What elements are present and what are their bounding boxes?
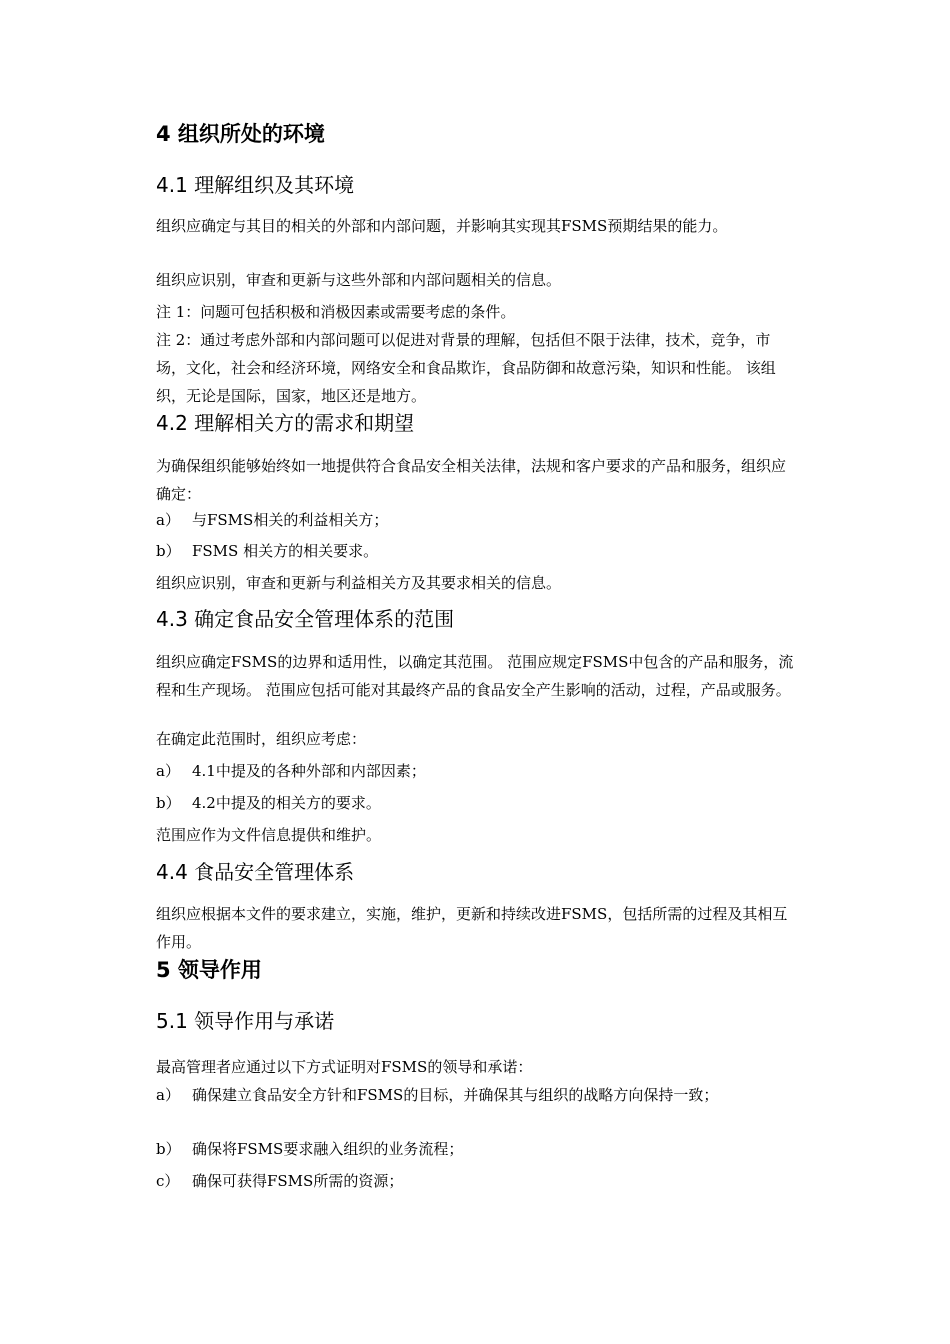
section-5-heading: 5 领导作用 [156, 958, 262, 982]
list-item-text: 4.1中提及的各种外部和内部因素； [192, 762, 426, 780]
list-item-text: 确保建立食品安全方针和FSMS的目标，并确保其与组织的战略方向保持一致； [192, 1086, 719, 1104]
paragraph: 在确定此范围时，组织应考虑： [156, 730, 367, 748]
paragraph: 范围应作为文件信息提供和维护。 [156, 826, 382, 844]
paragraph: 组织应确定与其目的相关的外部和内部问题，并影响其实现其FSMS预期结果的能力。 [156, 217, 728, 235]
paragraph: 组织应确定FSMS的边界和适用性，以确定其范围。 范围应规定FSMS中包含的产品和服务，流程和生产现场。 范围应包括可能对其最终产品的食品安全产生影响的活动，过程，产品或服务。 [156, 653, 794, 699]
list-marker: b） [156, 794, 181, 812]
section-4-heading: 4 组织所处的环境 [156, 122, 325, 146]
list-item [156, 537, 796, 565]
paragraph: 最高管理者应通过以下方式证明对FSMS的领导和承诺： [156, 1058, 533, 1076]
list-marker: a） [156, 511, 180, 529]
list-item [156, 789, 796, 817]
paragraph: 组织应识别，审查和更新与利益相关方及其要求相关的信息。 [156, 574, 562, 592]
list-marker: a） [156, 1086, 180, 1104]
list-item-text: 与FSMS相关的利益相关方； [192, 511, 389, 529]
list-item [156, 506, 796, 534]
list-item-text: 确保将FSMS要求融入组织的业务流程； [192, 1140, 464, 1158]
section-5-1-heading: 5.1 领导作用与承诺 [156, 1009, 335, 1033]
list-item-text: FSMS 相关方的相关要求。 [192, 542, 379, 560]
list-marker: b） [156, 1140, 181, 1158]
section-4-4-heading: 4.4 食品安全管理体系 [156, 860, 355, 884]
section-4-1-heading: 4.1 理解组织及其环境 [156, 173, 355, 197]
list-item [156, 1135, 796, 1163]
list-item [156, 1167, 796, 1195]
note-1: 注 1：问题可包括积极和消极因素或需要考虑的条件。 [156, 303, 516, 321]
section-4-3-heading: 4.3 确定食品安全管理体系的范围 [156, 607, 455, 631]
list-marker: a） [156, 762, 180, 780]
paragraph: 组织应识别，审查和更新与这些外部和内部问题相关的信息。 [156, 271, 562, 289]
paragraph: 为确保组织能够始终如一地提供符合食品安全相关法律，法规和客户要求的产品和服务，组织应确定： [156, 457, 787, 503]
list-marker: b） [156, 542, 181, 560]
list-item [156, 757, 796, 785]
section-4-2-heading: 4.2 理解相关方的需求和期望 [156, 411, 415, 435]
list-item-text: 确保可获得FSMS所需的资源； [192, 1172, 404, 1190]
list-marker: c） [156, 1172, 180, 1190]
paragraph: 组织应根据本文件的要求建立，实施，维护，更新和持续改进FSMS，包括所需的过程及其相互作用。 [156, 905, 788, 951]
note-2: 注 2：通过考虑外部和内部问题可以促进对背景的理解，包括但不限于法律，技术，竞争，市场，文化，社会和经济环境，网络安全和食品欺诈，食品防御和故意污染，知识和性能。 该组织，无论是国际，国家，地区还是地方。 [156, 331, 776, 405]
list-item-text: 4.2中提及的相关方的要求。 [192, 794, 381, 812]
list-item [156, 1081, 796, 1109]
